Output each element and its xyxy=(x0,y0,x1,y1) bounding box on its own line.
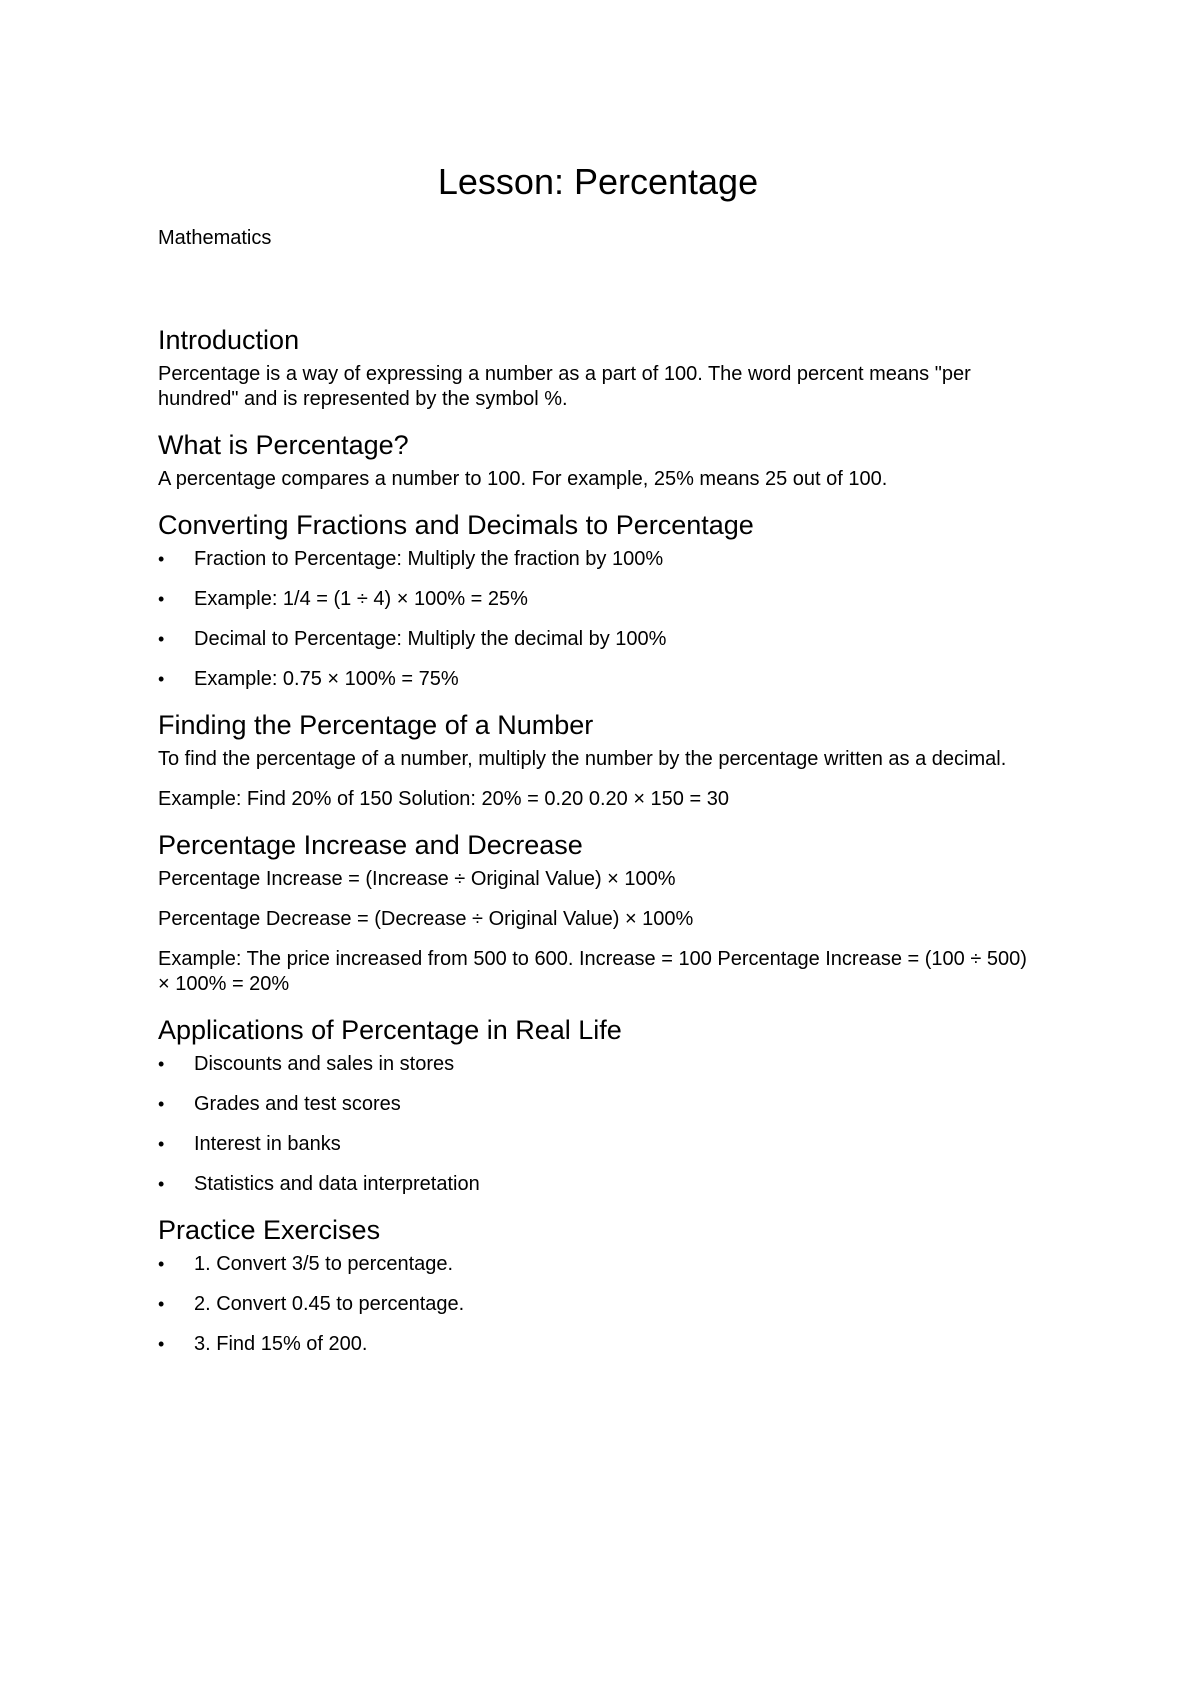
section-heading: Practice Exercises xyxy=(158,1215,381,1245)
bullet-list xyxy=(158,1252,1038,1357)
section-heading: Finding the Percentage of a Number xyxy=(158,710,594,740)
list-item: • Grades and test scores xyxy=(158,1092,1038,1117)
section-converting xyxy=(158,507,1038,692)
section-paragraph: To find the percentage of a number, multiply the number by the percentage written as a decimal. xyxy=(158,748,1007,770)
section-applications xyxy=(158,1012,1038,1197)
bullet-list xyxy=(158,1052,1038,1197)
section-heading: Introduction xyxy=(158,325,300,355)
list-item: • Interest in banks xyxy=(158,1132,1038,1157)
section-paragraph: Percentage is a way of expressing a number as a part of 100. The word percent means "per hundred" and is represented by the symbol %. xyxy=(158,363,971,410)
list-item: • Decimal to Percentage: Multiply the decimal by 100% xyxy=(158,627,1038,652)
list-item: • 2. Convert 0.45 to percentage. xyxy=(158,1292,1038,1317)
page-title: Lesson: Percentage xyxy=(437,161,759,202)
section-heading: Applications of Percentage in Real Life xyxy=(158,1015,622,1045)
section-practice xyxy=(158,1212,1038,1357)
example-text: Example: The price increased from 500 to 600. Increase = 100 Percentage Increase = (100 ÷ 500) × 100% = 20% xyxy=(158,948,1027,995)
list-item: • 1. Convert 3/5 to percentage. xyxy=(158,1252,1038,1277)
section-heading: Converting Fractions and Decimals to Percentage xyxy=(158,510,754,540)
decrease-formula: Percentage Decrease = (Decrease ÷ Original Value) × 100% xyxy=(158,908,694,930)
section-increase-decrease xyxy=(158,827,1038,997)
subject-label: Mathematics xyxy=(158,227,272,249)
list-item: • 3. Find 15% of 200. xyxy=(158,1332,1038,1357)
bullet-list xyxy=(158,547,1038,692)
increase-formula: Percentage Increase = (Increase ÷ Original Value) × 100% xyxy=(158,868,676,890)
section-paragraph: A percentage compares a number to 100. For example, 25% means 25 out of 100. xyxy=(158,468,888,490)
section-finding-percentage xyxy=(158,707,1038,812)
list-item: • Example: 0.75 × 100% = 75% xyxy=(158,667,1038,692)
section-heading: What is Percentage? xyxy=(158,430,409,460)
list-item: • Example: 1/4 = (1 ÷ 4) × 100% = 25% xyxy=(158,587,1038,612)
list-item: • Statistics and data interpretation xyxy=(158,1172,1038,1197)
section-introduction xyxy=(158,322,1038,412)
section-what-is-percentage xyxy=(158,427,1038,492)
list-item: • Fraction to Percentage: Multiply the fraction by 100% xyxy=(158,547,1038,572)
list-item: • Discounts and sales in stores xyxy=(158,1052,1038,1077)
lesson-content xyxy=(158,322,1038,1372)
example-text: Example: Find 20% of 150 Solution: 20% = 0.20 0.20 × 150 = 30 xyxy=(158,788,729,810)
section-heading: Percentage Increase and Decrease xyxy=(158,830,583,860)
